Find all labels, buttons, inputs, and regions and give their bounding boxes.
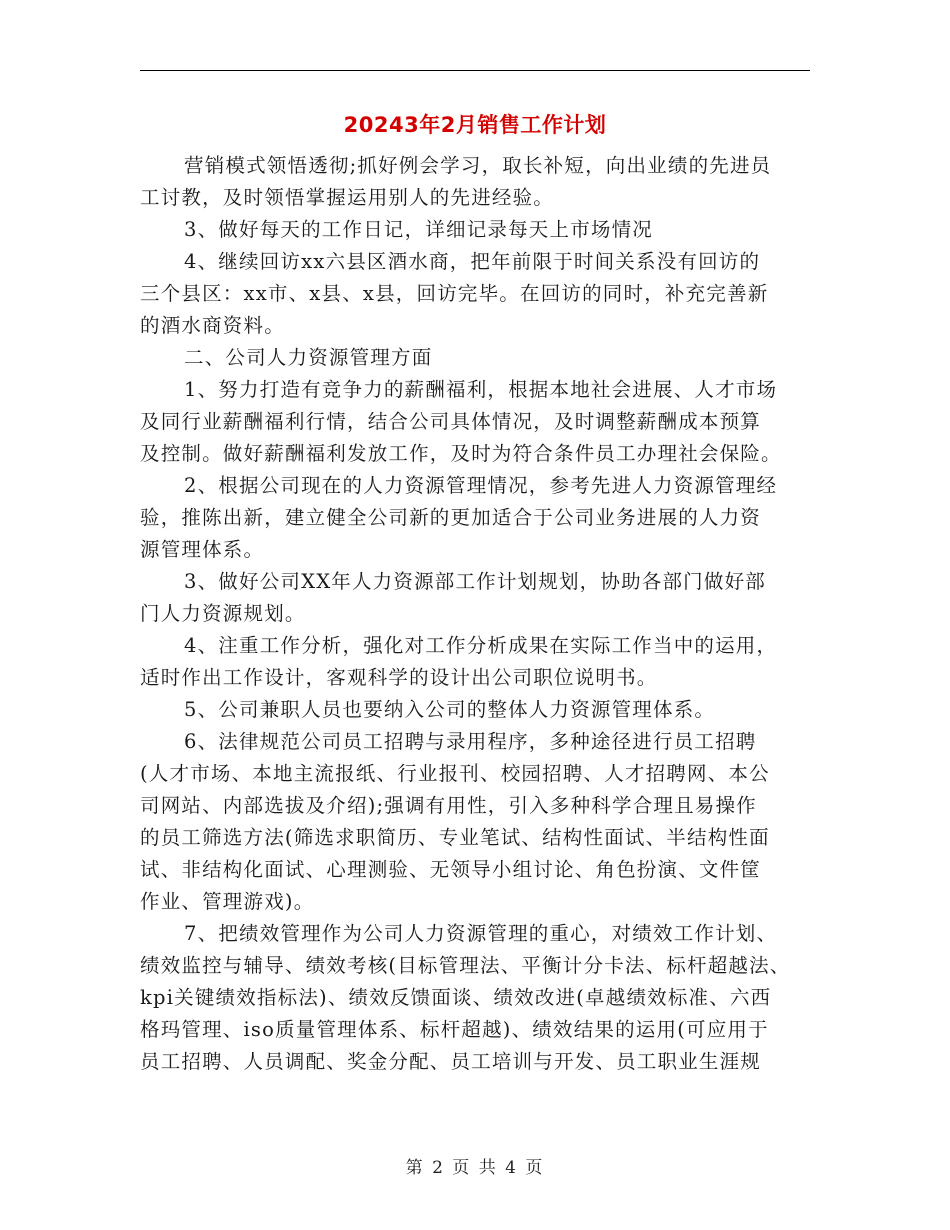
text-line: 三个县区：xx市、x县、x县，回访完毕。在回访的同时，补充完善新 [140, 282, 769, 305]
text-line: 5、公司兼职人员也要纳入公司的整体人力资源管理体系。 [184, 698, 716, 721]
text-line: 2、根据公司现在的人力资源管理情况，参考先进人力资源管理经 [184, 474, 778, 497]
text-line: 司网站、内部选拔及介绍);强调有用性，引入多种科学合理且易操作 [140, 794, 757, 817]
text-line: 3、做好公司XX年人力资源部工作计划规划，协助各部门做好部 [184, 570, 766, 593]
text-line: 4、注重工作分析，强化对工作分析成果在实际工作当中的运用， [184, 634, 778, 657]
text-line: 的员工筛选方法(筛选求职简历、专业笔试、结构性面试、半结构性面 [140, 826, 770, 849]
text-line: 7、把绩效管理作为公司人力资源管理的重心，对绩效工作计划、 [184, 922, 778, 945]
text-line: 源管理体系。 [140, 538, 265, 561]
text-line: 的酒水商资料。 [140, 314, 285, 337]
text-line: 3、做好每天的工作日记，详细记录每天上市场情况 [184, 218, 654, 241]
text-line: 格玛管理、iso质量管理体系、标杆超越)、绩效结果的运用(可应用于 [140, 1018, 769, 1041]
header-rule [140, 70, 810, 71]
text-line: 作业、管理游戏)。 [140, 890, 315, 913]
text-line: 及控制。做好薪酬福利发放工作，及时为符合条件员工办理社会保险。 [140, 442, 782, 465]
text-line: 试、非结构化面试、心理测验、无领导小组讨论、角色扮演、文件筐 [140, 858, 762, 881]
text-line: 门人力资源规划。 [140, 602, 306, 625]
text-line: 6、法律规范公司员工招聘与录用程序，多种途径进行员工招聘 [184, 730, 757, 753]
text-line: 绩效监控与辅导、绩效考核(目标管理法、平衡计分卡法、标杆超越法、 [140, 954, 791, 977]
text-line: 二、公司人力资源管理方面 [184, 346, 433, 369]
document-body [140, 150, 810, 1078]
text-line: 4、继续回访xx六县区酒水商，把年前限于时间关系没有回访的 [184, 250, 761, 273]
text-line: 工讨教，及时领悟掌握运用别人的先进经验。 [140, 186, 555, 209]
text-line: 适时作出工作设计，客观科学的设计出公司职位说明书。 [140, 666, 658, 689]
document-title: 20243年2月销售工作计划 [343, 113, 607, 137]
page-footer: 第 2 页 共 4 页 [405, 1158, 545, 1178]
text-line: 及同行业薪酬福利行情，结合公司具体情况，及时调整薪酬成本预算 [140, 410, 762, 433]
text-line: kpi关键绩效指标法)、绩效反馈面谈、绩效改进(卓越绩效标准、六西 [140, 986, 772, 1009]
text-line: (人才市场、本地主流报纸、行业报刊、校园招聘、人才招聘网、本公 [140, 762, 770, 785]
text-line: 验，推陈出新，建立健全公司新的更加适合于公司业务进展的人力资 [140, 506, 762, 529]
text-line: 营销模式领悟透彻;抓好例会学习，取长补短，向出业绩的先进员 [184, 154, 772, 177]
text-line: 员工招聘、人员调配、奖金分配、员工培训与开发、员工职业生涯规 [140, 1050, 762, 1073]
text-line: 1、努力打造有竞争力的薪酬福利，根据本地社会进展、人才市场 [184, 378, 778, 401]
